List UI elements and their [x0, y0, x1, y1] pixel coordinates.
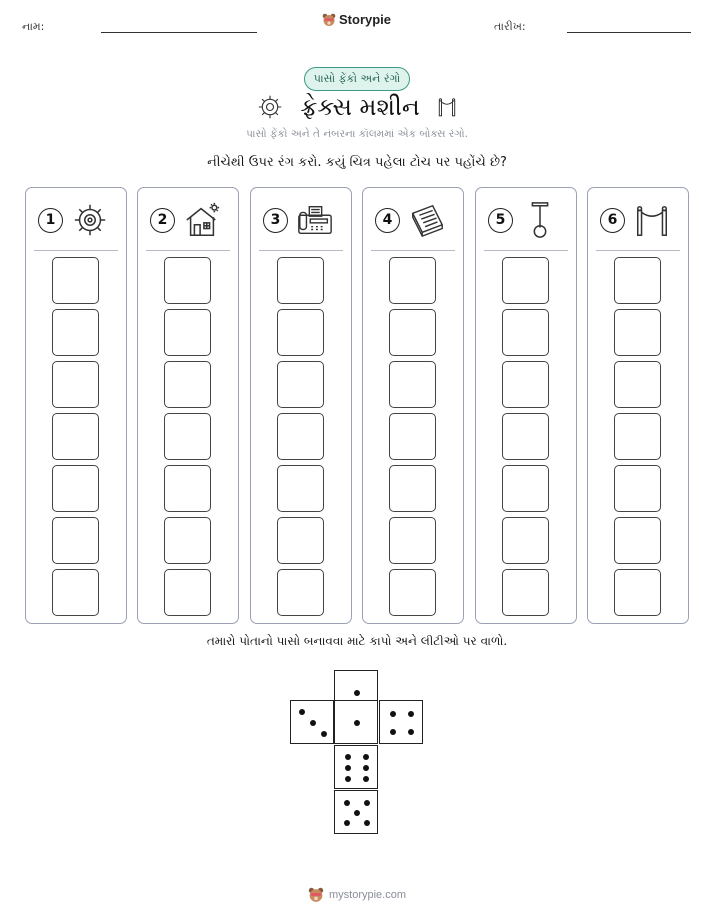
page-title: ફ્રેક્સ મશીન — [300, 93, 420, 121]
column-number: 3 — [263, 208, 288, 233]
color-box[interactable] — [502, 465, 549, 512]
color-box[interactable] — [164, 569, 211, 616]
fax-machine-icon — [296, 201, 334, 239]
color-box[interactable] — [614, 517, 661, 564]
storypie-logo — [322, 12, 391, 27]
color-box[interactable] — [52, 309, 99, 356]
die-pip — [345, 754, 351, 760]
color-box[interactable] — [502, 309, 549, 356]
column-divider — [484, 250, 568, 251]
column-number: 4 — [375, 208, 400, 233]
color-box[interactable] — [277, 517, 324, 564]
color-box[interactable] — [389, 517, 436, 564]
color-box[interactable] — [614, 465, 661, 512]
book-icon — [408, 201, 446, 239]
color-box[interactable] — [614, 413, 661, 460]
color-box[interactable] — [164, 361, 211, 408]
color-box[interactable] — [164, 309, 211, 356]
column-divider — [596, 250, 680, 251]
die-pip — [344, 800, 350, 806]
column-divider — [146, 250, 230, 251]
column-6 — [587, 187, 689, 624]
color-box[interactable] — [277, 413, 324, 460]
die-pip — [408, 729, 414, 735]
date-line — [567, 32, 691, 33]
die-pip — [345, 776, 351, 782]
logo-text: Storypie — [339, 12, 392, 27]
color-box[interactable] — [52, 413, 99, 460]
color-box[interactable] — [52, 361, 99, 408]
color-box[interactable] — [502, 413, 549, 460]
die-pip — [390, 711, 396, 717]
color-box[interactable] — [614, 361, 661, 408]
color-box[interactable] — [277, 309, 324, 356]
color-box[interactable] — [277, 257, 324, 304]
die-pip — [390, 729, 396, 735]
rope-barrier-icon — [633, 201, 671, 239]
name-line — [101, 32, 257, 33]
die-pip — [363, 765, 369, 771]
die-pip — [344, 820, 350, 826]
date-label: તારીખ: — [494, 20, 526, 33]
die-pip — [345, 765, 351, 771]
cut-instruction: તમારો પોતાનો પાસો બનાવવા માટે કાપો અને લીટીઓ પર વાળો. — [206, 634, 508, 648]
color-box[interactable] — [277, 361, 324, 408]
column-number: 6 — [600, 208, 625, 233]
die-pip — [354, 690, 360, 696]
color-box[interactable] — [52, 465, 99, 512]
bear-icon — [322, 13, 336, 27]
column-divider — [259, 250, 343, 251]
column-number: 5 — [488, 208, 513, 233]
color-box[interactable] — [277, 569, 324, 616]
die-pip — [321, 731, 327, 737]
column-3 — [250, 187, 352, 624]
column-1 — [25, 187, 127, 624]
instruction-text: નીચેથી ઉપર રંગ કરો. કયું ચિત્ર પહેલા ટોચ પર પહોંચે છે? — [207, 155, 507, 170]
house-icon — [183, 201, 221, 239]
color-box[interactable] — [614, 569, 661, 616]
subtitle: પાસો ફેંકો અને તે નંબરના કૉલમમાં એક બોક્સ રંગો. — [246, 128, 468, 140]
color-box[interactable] — [164, 465, 211, 512]
color-box[interactable] — [502, 257, 549, 304]
name-label: નામ: — [22, 20, 45, 33]
die-pip — [354, 720, 360, 726]
color-box[interactable] — [502, 361, 549, 408]
color-box[interactable] — [389, 465, 436, 512]
die-pip — [364, 800, 370, 806]
color-box[interactable] — [389, 309, 436, 356]
color-box[interactable] — [389, 569, 436, 616]
footer-url: mystorypie.com — [329, 889, 407, 901]
rope-barrier-icon — [436, 93, 458, 121]
color-box[interactable] — [502, 569, 549, 616]
die-face — [334, 790, 378, 834]
column-divider — [371, 250, 455, 251]
color-box[interactable] — [164, 257, 211, 304]
bear-icon — [308, 887, 324, 903]
color-box[interactable] — [52, 257, 99, 304]
die-pip — [354, 810, 360, 816]
column-number: 2 — [150, 208, 175, 233]
title-row — [0, 90, 714, 124]
die-pip — [364, 820, 370, 826]
column-number: 1 — [38, 208, 63, 233]
die-pip — [299, 709, 305, 715]
color-box[interactable] — [164, 413, 211, 460]
activity-badge: પાસો ફેંકો અને રંગો — [304, 67, 410, 91]
color-box[interactable] — [502, 517, 549, 564]
die-face — [334, 700, 378, 744]
die-face — [334, 745, 378, 789]
column-5 — [475, 187, 577, 624]
gear-icon — [71, 201, 109, 239]
die-pip — [310, 720, 316, 726]
die-face — [290, 700, 334, 744]
color-box[interactable] — [52, 517, 99, 564]
gear-icon — [256, 93, 284, 121]
color-box[interactable] — [389, 257, 436, 304]
die-pip — [363, 754, 369, 760]
color-box[interactable] — [614, 257, 661, 304]
column-divider — [34, 250, 118, 251]
column-4 — [362, 187, 464, 624]
footer — [308, 887, 406, 903]
color-box[interactable] — [389, 413, 436, 460]
color-box[interactable] — [52, 569, 99, 616]
color-box[interactable] — [389, 361, 436, 408]
die-pip — [408, 711, 414, 717]
color-box[interactable] — [164, 517, 211, 564]
die-pip — [363, 776, 369, 782]
die-face — [379, 700, 423, 744]
pendulum-icon — [521, 201, 559, 239]
color-box[interactable] — [277, 465, 324, 512]
color-box[interactable] — [614, 309, 661, 356]
column-2 — [137, 187, 239, 624]
